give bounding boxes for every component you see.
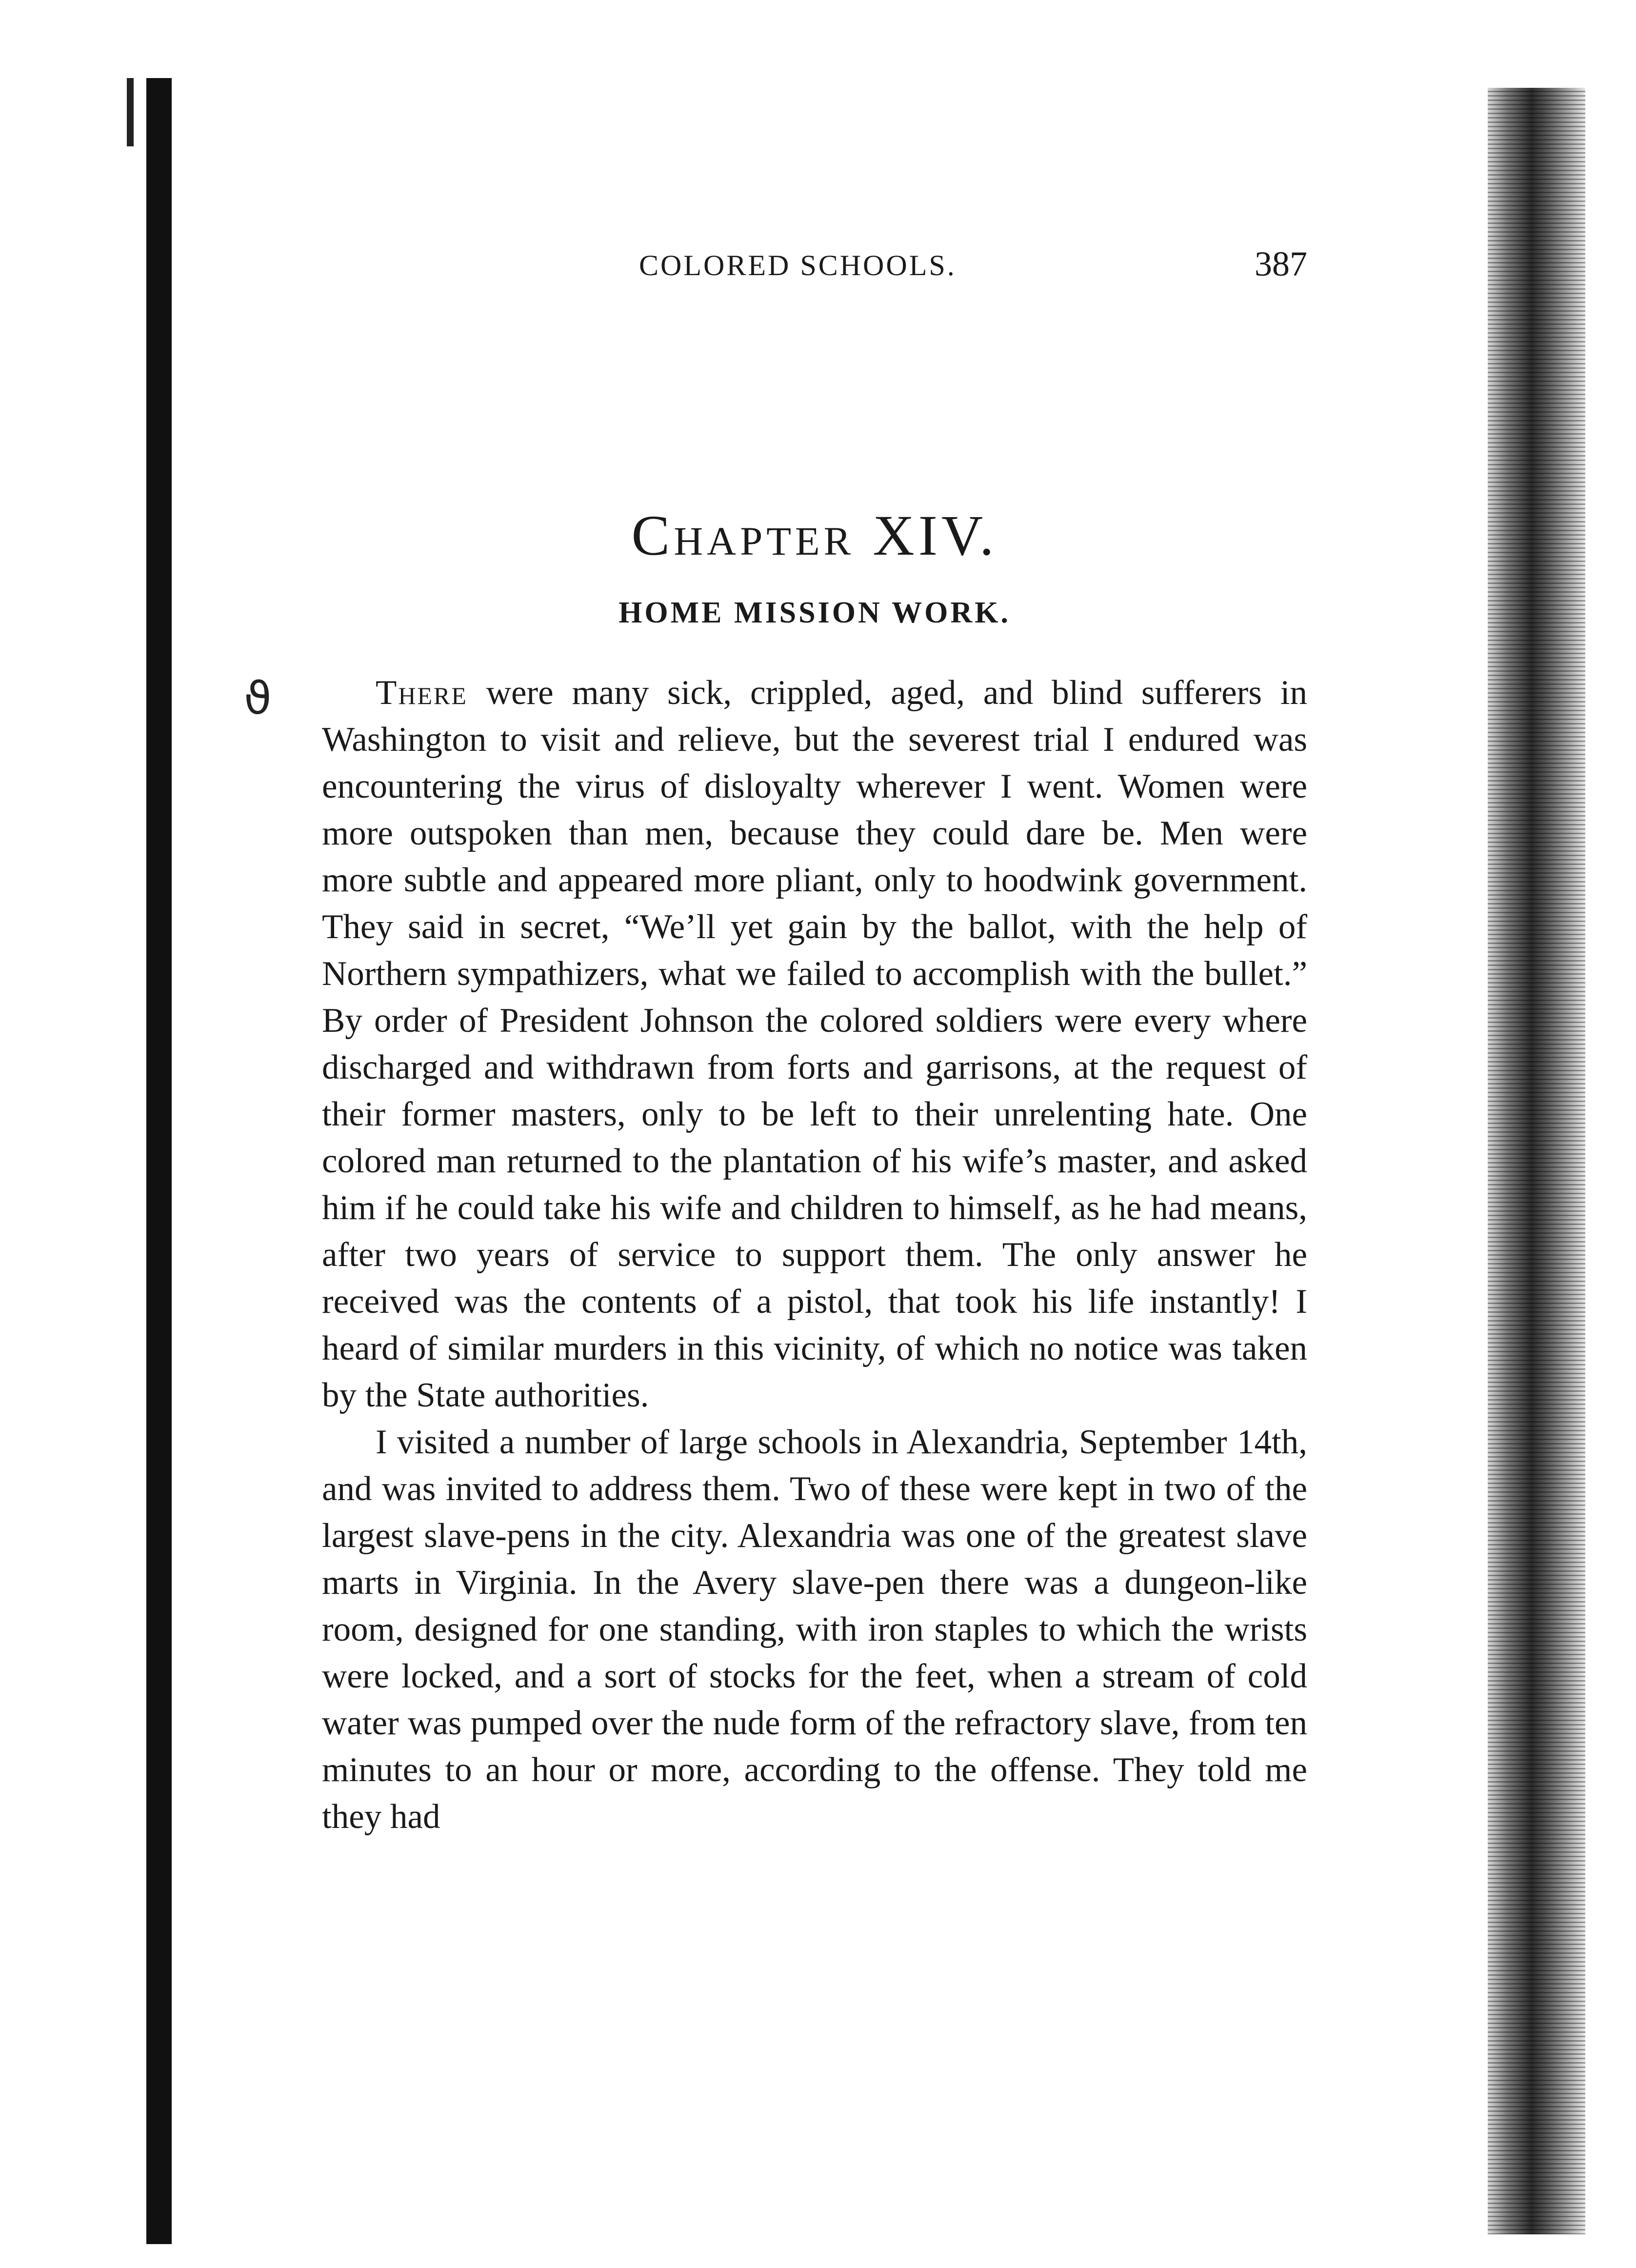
- paragraph-text: were many sick, crippled, aged, and blind sufferers in Washington to visit and relieve, but the severest trial I endured was encountering the virus of disloyalty wherever I went. Women were more outspoken than men, because they could dare be. Men were more subtle and appeared more pliant, only to hoodwink government. They said in secret, “We’ll yet gain by the ballot, with the help of Northern sympathizers, what we failed to accomplish with the bullet.” By order of President Johnson the colored soldiers were every where discharged and withdrawn from forts and garrisons, at the request of their former masters, only to be left to their unrelenting hate. One colored man returned to the plantation of his wife’s master, and asked him if he could take his wife and children to himself, as he had means, after two years of service to support them. The only answer he received was the contents of a pistol, that took his life instantly! I heard of similar murders in this vicinity, of which no notice was taken by the State authorities.: [322, 674, 1307, 1414]
- paragraph: [322, 1419, 1307, 1840]
- margin-annotation: ϑ: [244, 672, 272, 724]
- scan-margin-mark: [127, 78, 134, 146]
- scan-margin-bar: [146, 78, 172, 2244]
- running-title: COLORED SCHOOLS.: [639, 249, 957, 281]
- page-number: 387: [1255, 244, 1307, 283]
- chapter-title: Chapter XIV.: [631, 503, 998, 567]
- running-head: [322, 244, 1307, 302]
- book-page: [322, 244, 1307, 1840]
- paragraph-text: I visited a number of large schools in Alexandria, September 14th, and was invited to address them. Two of these were kept in two of the largest slave-pens in the city. Alexandria was one of the greatest slave marts in Virginia. In the Avery slave-pen there was a dungeon-like room, designed for one standing, with iron staples to which the wrists were locked, and a sort of stocks for the feet, when a stream of cold water was pumped over the nude form of the refractory slave, from ten minutes to an hour or more, according to the offense. They told me they had: [322, 1423, 1307, 1836]
- body-text: [322, 669, 1307, 1840]
- binding-gutter: [1488, 88, 1585, 2234]
- section-title: HOME MISSION WORK.: [618, 596, 1011, 629]
- paragraph: [322, 669, 1307, 1419]
- paragraph-lead-word: There: [376, 674, 468, 712]
